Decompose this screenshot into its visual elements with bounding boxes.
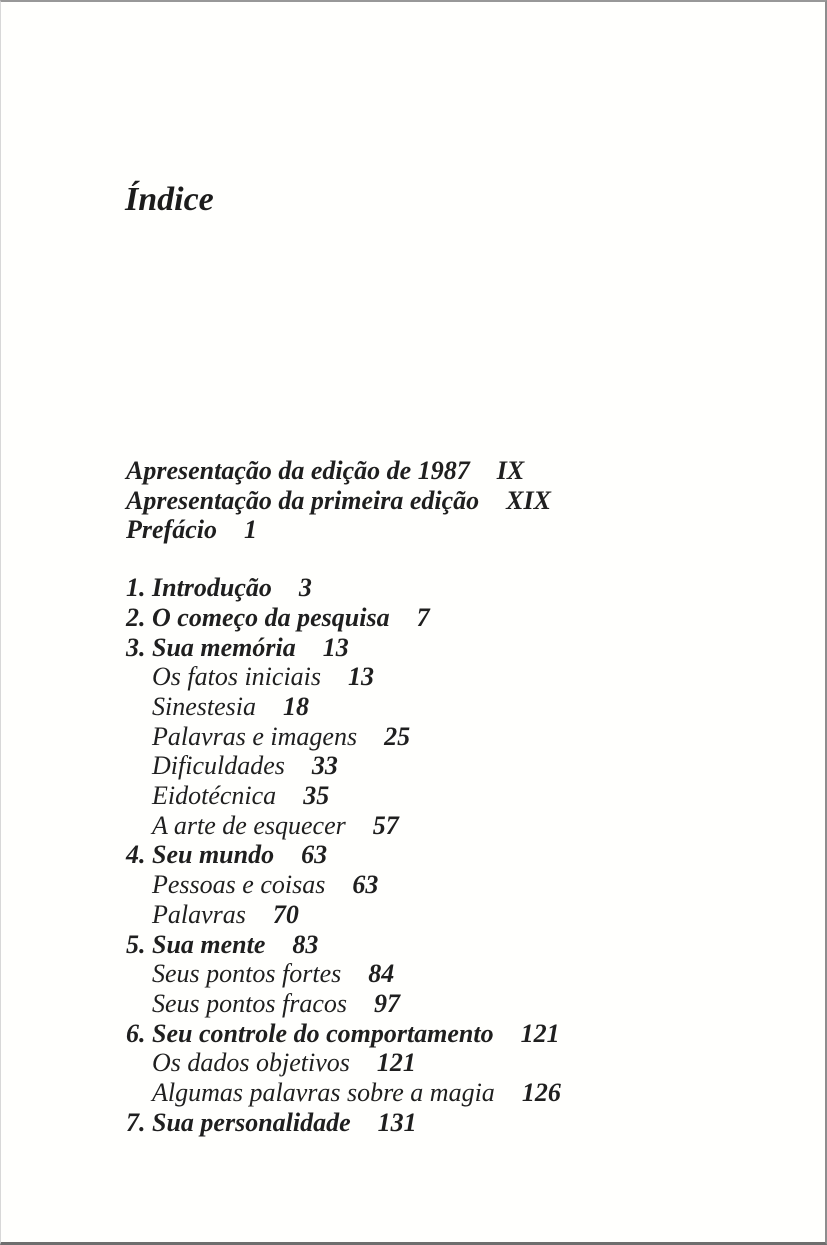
toc-entry-page: 63 — [301, 840, 328, 870]
toc-entry-label: Prefácio — [126, 515, 217, 545]
toc-entry — [152, 722, 746, 752]
page-title: Índice — [125, 180, 214, 218]
toc-entry-label: Os fatos iniciais — [152, 662, 322, 692]
toc-entry-label: Eidotécnica — [152, 781, 277, 811]
toc-entry-label: 2. O começo da pesquisa — [126, 602, 390, 632]
toc-entry-label: Os dados objetivos — [152, 1048, 350, 1078]
toc-entry — [152, 870, 746, 900]
toc-entry — [126, 456, 746, 486]
toc-entry — [152, 1078, 746, 1108]
toc-entry — [152, 1048, 746, 1078]
toc-entry-label: Apresentação da edição de 1987 — [126, 456, 470, 485]
toc-entry-label: A arte de esquecer — [152, 810, 346, 840]
toc-entry — [152, 692, 746, 722]
toc-entry-page: 35 — [303, 781, 330, 811]
toc-entry-page: 33 — [311, 751, 338, 781]
toc-entry-label: Pessoas e coisas — [152, 870, 326, 900]
toc-entry-page: 121 — [520, 1018, 560, 1048]
toc-entry-label: 4. Seu mundo — [126, 840, 275, 870]
toc-entry-label: Palavras e imagens — [152, 721, 358, 751]
toc-section-gap — [126, 545, 746, 573]
toc-entry — [126, 1019, 746, 1049]
toc-entry-page: 63 — [352, 870, 379, 900]
toc-entry-page: 131 — [377, 1107, 417, 1137]
toc-entry-page: 126 — [521, 1078, 561, 1108]
toc-entry-page: 97 — [374, 988, 400, 1018]
toc-entry-page: 13 — [348, 662, 375, 692]
toc-entry — [152, 781, 746, 811]
toc-entry — [126, 633, 746, 663]
toc-entry-page: 70 — [272, 899, 299, 929]
toc-entry — [152, 811, 746, 841]
toc-entry-page: 1 — [243, 515, 257, 545]
toc-entry — [152, 751, 746, 781]
toc-entry-label: 6. Seu controle do comportamento — [126, 1018, 494, 1048]
toc-entry-label: 1. Introdução — [126, 573, 272, 603]
toc-chapter-list — [126, 573, 746, 1137]
toc-entry — [126, 603, 746, 633]
toc-entry-page: 121 — [376, 1048, 416, 1078]
toc-entry-label: Seus pontos fortes — [152, 959, 342, 989]
toc-entry-page: XIX — [506, 485, 551, 515]
toc-entry-page: 84 — [368, 959, 395, 989]
toc-entry-page: 18 — [283, 691, 309, 721]
toc-entry — [126, 573, 746, 603]
toc-entry — [126, 486, 746, 516]
toc-entry — [126, 1108, 746, 1138]
table-of-contents — [126, 456, 746, 1137]
toc-entry — [126, 930, 746, 960]
toc-entry-page: 57 — [372, 810, 399, 840]
toc-entry-label: Dificuldades — [152, 751, 285, 781]
toc-entry-label: Apresentação da primeira edição — [126, 485, 480, 515]
toc-entry — [152, 959, 746, 989]
toc-entry — [152, 989, 746, 1019]
toc-entry-label: 7. Sua personalidade — [126, 1107, 351, 1137]
toc-entry-page: 83 — [292, 929, 319, 959]
toc-entry — [126, 515, 746, 545]
toc-entry-page: 13 — [322, 632, 349, 662]
toc-front-matter — [126, 456, 746, 545]
toc-entry-label: Palavras — [152, 899, 246, 929]
toc-entry — [126, 840, 746, 870]
toc-entry-page: 7 — [416, 602, 430, 632]
toc-entry-page: IX — [496, 456, 525, 485]
toc-entry-label: 3. Sua memória — [126, 632, 296, 662]
toc-entry — [152, 662, 746, 692]
toc-entry-label: 5. Sua mente — [126, 929, 266, 959]
toc-entry-page: 25 — [384, 721, 411, 751]
toc-entry — [152, 900, 746, 930]
toc-entry-page: 3 — [298, 573, 312, 603]
toc-entry-label: Sinestesia — [152, 691, 256, 721]
toc-entry-label: Seus pontos fracos — [152, 988, 347, 1018]
toc-entry-label: Algumas palavras sobre a magia — [152, 1078, 495, 1108]
